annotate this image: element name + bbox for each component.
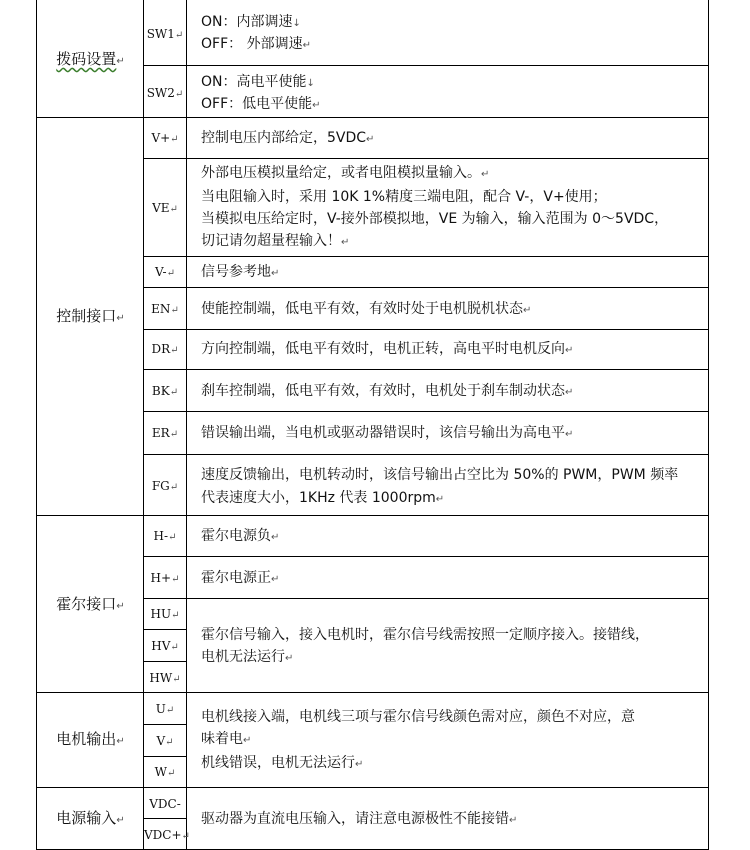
desc-line: 电机线接入端，电机线三项与霍尔信号线颜色需对应，颜色不对应，意	[201, 709, 635, 725]
desc-line: 当电阻输入时，采用 10K 1%精度三端电阻，配合 V-，V+使用；	[201, 189, 607, 205]
pin-sw1: SW1↵	[146, 27, 184, 41]
pin-v: V↵	[156, 734, 174, 748]
desc-bk	[201, 381, 707, 403]
grid-line	[143, 256, 709, 257]
desc-motor-lines	[201, 706, 707, 776]
grid-line	[186, 0, 187, 850]
group-label-control: 控制接口↵	[56, 307, 125, 325]
group-label-hall: 霍尔接口↵	[56, 595, 125, 613]
grid-line	[36, 515, 709, 516]
desc-en	[201, 299, 707, 321]
pin-hu: HU↵	[150, 607, 180, 621]
pin-en: EN↵	[151, 302, 179, 316]
grid-line	[143, 411, 709, 412]
desc-hminus	[201, 526, 707, 548]
pin-fg: FG↵	[151, 479, 179, 493]
pin-hw: HW↵	[149, 671, 181, 685]
desc-hall-signals	[201, 624, 707, 670]
desc-line: 霍尔电源正↵	[201, 570, 280, 586]
pin-hv: HV↵	[151, 639, 179, 653]
desc-line: 机线错误，电机无法运行↵	[201, 755, 364, 771]
pin-vplus: V+↵	[151, 131, 179, 145]
grid-line	[143, 661, 187, 662]
desc-line: 当模拟电压给定时，V-接外部模拟地，VE 为输入，输入范围为 0～5VDC，	[201, 211, 669, 227]
desc-dr	[201, 339, 707, 361]
desc-sw1	[201, 12, 707, 56]
desc-fg	[201, 464, 707, 511]
desc-line: 信号参考地↵	[201, 264, 280, 280]
grid-line	[143, 598, 709, 599]
pin-hplus: H+↵	[150, 571, 180, 585]
desc-vminus	[201, 262, 707, 284]
grid-line	[708, 0, 709, 850]
desc-power	[201, 809, 707, 831]
grid-line	[143, 158, 709, 159]
pin-sw2: SW2↵	[146, 86, 184, 100]
desc-line: 霍尔信号输入，接入电机时，霍尔信号线需按照一定顺序接入。接错线，	[201, 627, 649, 643]
desc-line: 外部电压模拟量给定，或者电阻模拟量输入。↵	[201, 165, 490, 181]
pin-u: U↵	[155, 702, 175, 716]
desc-hplus	[201, 568, 707, 590]
pin-w: W↵	[154, 765, 176, 779]
desc-line: 方向控制端，低电平有效时，电机正转，高电平时电机反向↵	[201, 341, 574, 357]
pin-vdc-plus: VDC+↵	[144, 828, 190, 842]
pin-bk: BK↵	[151, 384, 179, 398]
desc-line: 驱动器为直流电压输入，请注意电源极性不能接错↵	[201, 811, 518, 827]
group-label-motor: 电机输出↵	[56, 730, 125, 748]
desc-line: 代表速度大小，1KHz 代表 1000rpm↵	[201, 490, 445, 506]
desc-vplus	[201, 128, 707, 150]
pin-ve: VE↵	[152, 201, 178, 215]
pin-er: ER↵	[151, 426, 179, 440]
grid-line	[143, 369, 709, 370]
group-label-dip: 拨码设置↵	[56, 50, 125, 68]
grid-line	[143, 65, 709, 66]
desc-sw2	[201, 72, 707, 116]
grid-line	[36, 692, 709, 693]
desc-line: 味着电↵	[201, 731, 252, 747]
grid-line	[143, 756, 187, 757]
desc-line: 切记请勿超量程输入！↵	[201, 233, 350, 249]
pin-vminus: V-↵	[154, 265, 175, 279]
desc-line: OFF： 外部调速↵	[201, 36, 311, 52]
grid-line	[143, 724, 187, 725]
desc-ve	[201, 162, 707, 254]
desc-line: 速度反馈输出，电机转动时，该信号输出占空比为 50%的 PWM，PWM 频率	[201, 467, 679, 483]
grid-line	[143, 287, 709, 288]
desc-line: ON：内部调速↓	[201, 14, 301, 30]
grid-line	[36, 117, 709, 118]
grid-line	[143, 454, 709, 455]
pin-vdc-minus: VDC-	[149, 797, 181, 811]
desc-er	[201, 423, 707, 445]
desc-line: 使能控制端，低电平有效，有效时处于电机脱机状态↵	[201, 301, 532, 317]
grid-line	[143, 556, 709, 557]
pin-dr: DR↵	[151, 342, 179, 356]
desc-line: 刹车控制端，低电平有效，有效时，电机处于刹车制动状态↵	[201, 383, 574, 399]
grid-line	[143, 818, 187, 819]
desc-line: 电机无法运行↵	[201, 649, 294, 665]
pin-hminus: H-↵	[153, 529, 177, 543]
desc-line: OFF：低电平使能↵	[201, 96, 321, 112]
group-label-power: 电源输入↵	[56, 809, 125, 827]
desc-line: ON：高电平使能↓	[201, 74, 315, 90]
grid-line	[36, 787, 709, 788]
grid-line	[143, 629, 187, 630]
grid-line	[143, 329, 709, 330]
desc-line: 错误输出端，当电机或驱动器错误时，该信号输出为高电平↵	[201, 425, 574, 441]
desc-line: 霍尔电源负↵	[201, 528, 280, 544]
grid-line	[36, 0, 37, 850]
desc-line: 控制电压内部给定，5VDC↵	[201, 130, 375, 146]
